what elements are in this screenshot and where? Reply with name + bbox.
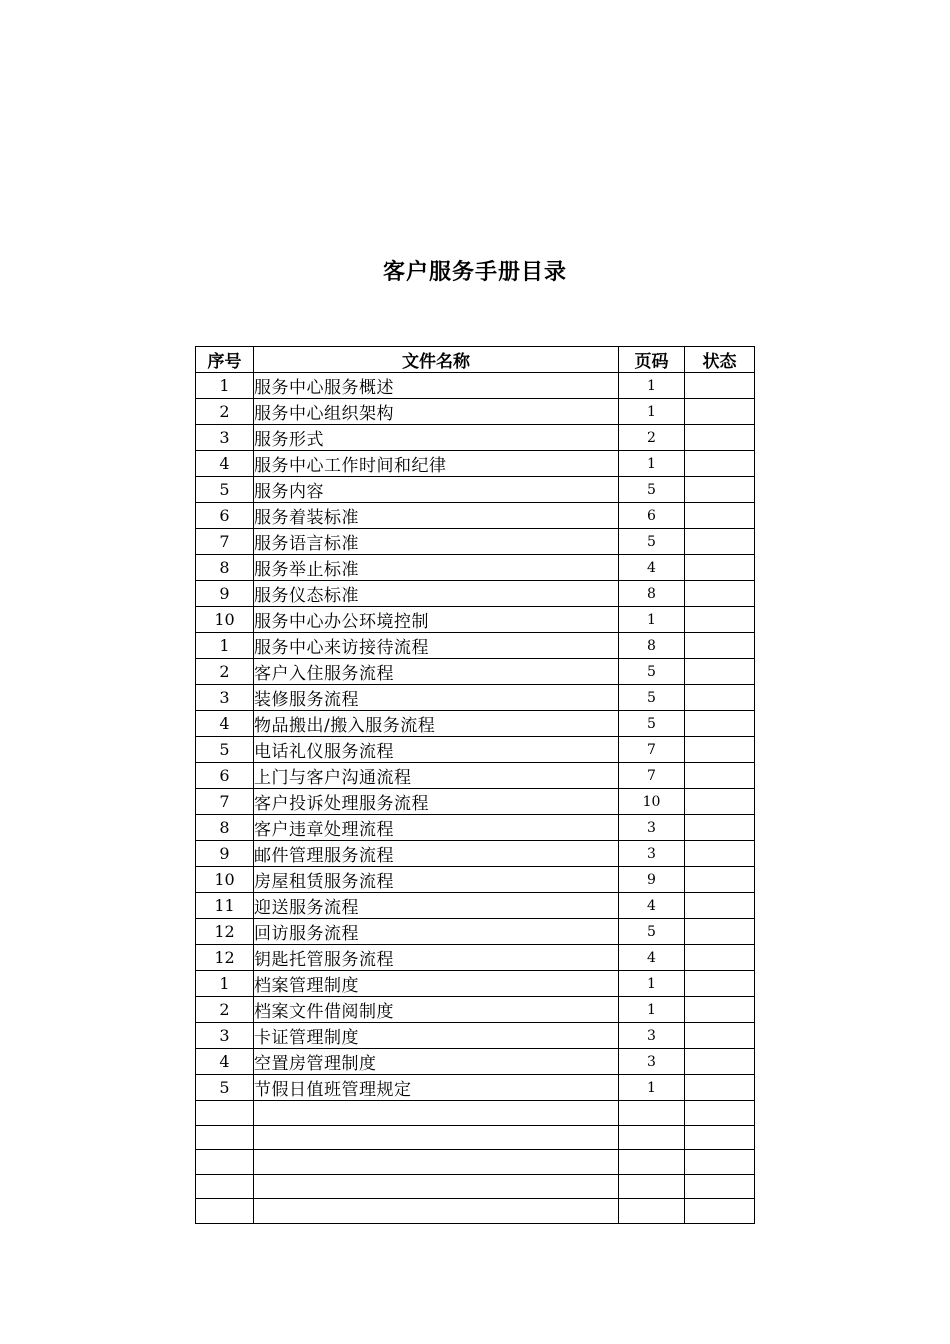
table-row — [196, 477, 755, 503]
document-name: 迎送服务流程 — [254, 893, 619, 919]
page-title: 客户服务手册目录 — [382, 260, 567, 285]
header-status: 状态 — [685, 347, 755, 373]
table-row — [196, 555, 755, 581]
status-cell — [685, 919, 755, 945]
page-count — [619, 1199, 685, 1224]
status-cell — [685, 633, 755, 659]
header-name: 文件名称 — [254, 347, 619, 373]
page-count: 3 — [619, 1023, 685, 1049]
page-count: 8 — [619, 581, 685, 607]
status-cell — [685, 425, 755, 451]
row-number: 6 — [196, 763, 254, 789]
status-cell — [685, 737, 755, 763]
document-name: 客户投诉处理服务流程 — [254, 789, 619, 815]
status-cell — [685, 373, 755, 399]
page-count: 4 — [619, 555, 685, 581]
page-count: 1 — [619, 1075, 685, 1101]
table-row — [196, 425, 755, 451]
document-name: 服务中心服务概述 — [254, 373, 619, 399]
page-count: 1 — [619, 607, 685, 633]
status-cell — [685, 893, 755, 919]
table-row — [196, 1174, 755, 1199]
status-cell — [685, 503, 755, 529]
table-row — [196, 1199, 755, 1224]
row-number: 2 — [196, 659, 254, 685]
document-name: 服务语言标准 — [254, 529, 619, 555]
status-cell — [685, 607, 755, 633]
row-number: 12 — [196, 945, 254, 971]
row-number: 7 — [196, 529, 254, 555]
document-name: 服务中心来访接待流程 — [254, 633, 619, 659]
header-no: 序号 — [196, 347, 254, 373]
status-cell — [685, 1125, 755, 1150]
table-row — [196, 711, 755, 737]
status-cell — [685, 867, 755, 893]
document-name: 邮件管理服务流程 — [254, 841, 619, 867]
status-cell — [685, 971, 755, 997]
row-number: 5 — [196, 737, 254, 763]
table-row — [196, 1049, 755, 1075]
row-number: 2 — [196, 399, 254, 425]
row-number: 5 — [196, 1075, 254, 1101]
status-cell — [685, 685, 755, 711]
document-name: 节假日值班管理规定 — [254, 1075, 619, 1101]
table-row — [196, 1075, 755, 1101]
status-cell — [685, 1101, 755, 1126]
document-name: 档案管理制度 — [254, 971, 619, 997]
status-cell — [685, 581, 755, 607]
page-count: 8 — [619, 633, 685, 659]
row-number: 5 — [196, 477, 254, 503]
row-number — [196, 1150, 254, 1175]
table-row — [196, 1023, 755, 1049]
row-number: 3 — [196, 685, 254, 711]
table-row — [196, 659, 755, 685]
page-count: 3 — [619, 841, 685, 867]
table-row — [196, 633, 755, 659]
toc-table — [195, 346, 755, 1224]
status-cell — [685, 1023, 755, 1049]
table-row — [196, 1125, 755, 1150]
page-count: 7 — [619, 763, 685, 789]
status-cell — [685, 763, 755, 789]
header-row — [196, 347, 755, 373]
page-count: 1 — [619, 971, 685, 997]
table-row — [196, 1150, 755, 1175]
status-cell — [685, 555, 755, 581]
table-row — [196, 763, 755, 789]
header-page: 页码 — [619, 347, 685, 373]
page-count: 6 — [619, 503, 685, 529]
status-cell — [685, 1174, 755, 1199]
document-name: 服务中心组织架构 — [254, 399, 619, 425]
row-number: 7 — [196, 789, 254, 815]
page-count: 2 — [619, 425, 685, 451]
row-number: 1 — [196, 373, 254, 399]
document-name: 卡证管理制度 — [254, 1023, 619, 1049]
document-name: 服务形式 — [254, 425, 619, 451]
page-count: 3 — [619, 1049, 685, 1075]
table-row — [196, 789, 755, 815]
document-name: 装修服务流程 — [254, 685, 619, 711]
page-count: 1 — [619, 451, 685, 477]
table-row — [196, 867, 755, 893]
row-number — [196, 1199, 254, 1224]
row-number: 10 — [196, 607, 254, 633]
page-count: 4 — [619, 893, 685, 919]
document-name — [254, 1174, 619, 1199]
row-number: 9 — [196, 581, 254, 607]
table-row — [196, 1101, 755, 1126]
document-name: 客户违章处理流程 — [254, 815, 619, 841]
page-count — [619, 1101, 685, 1126]
page-count: 10 — [619, 789, 685, 815]
status-cell — [685, 451, 755, 477]
table-row — [196, 529, 755, 555]
document-name — [254, 1199, 619, 1224]
document-name: 回访服务流程 — [254, 919, 619, 945]
page-count: 5 — [619, 685, 685, 711]
table-row — [196, 841, 755, 867]
page-count: 1 — [619, 399, 685, 425]
row-number — [196, 1101, 254, 1126]
row-number: 9 — [196, 841, 254, 867]
document-name — [254, 1125, 619, 1150]
document-name: 上门与客户沟通流程 — [254, 763, 619, 789]
page-count: 5 — [619, 529, 685, 555]
status-cell — [685, 399, 755, 425]
row-number: 1 — [196, 633, 254, 659]
table-row — [196, 451, 755, 477]
status-cell — [685, 1199, 755, 1224]
status-cell — [685, 711, 755, 737]
document-name — [254, 1101, 619, 1126]
page-count: 9 — [619, 867, 685, 893]
document-name: 档案文件借阅制度 — [254, 997, 619, 1023]
row-number: 8 — [196, 555, 254, 581]
document-name — [254, 1150, 619, 1175]
table-row — [196, 919, 755, 945]
row-number: 2 — [196, 997, 254, 1023]
table-row — [196, 373, 755, 399]
table-row — [196, 815, 755, 841]
table-row — [196, 971, 755, 997]
row-number: 8 — [196, 815, 254, 841]
page-count: 5 — [619, 711, 685, 737]
row-number: 3 — [196, 1023, 254, 1049]
status-cell — [685, 477, 755, 503]
table-row — [196, 893, 755, 919]
document-name: 房屋租赁服务流程 — [254, 867, 619, 893]
status-cell — [685, 1150, 755, 1175]
status-cell — [685, 659, 755, 685]
document-name: 服务中心办公环境控制 — [254, 607, 619, 633]
document-name: 服务仪态标准 — [254, 581, 619, 607]
document-name: 空置房管理制度 — [254, 1049, 619, 1075]
page-count: 1 — [619, 373, 685, 399]
status-cell — [685, 529, 755, 555]
table-row — [196, 685, 755, 711]
document-name: 客户入住服务流程 — [254, 659, 619, 685]
row-number: 10 — [196, 867, 254, 893]
status-cell — [685, 841, 755, 867]
document-name: 服务内容 — [254, 477, 619, 503]
row-number: 4 — [196, 451, 254, 477]
page-count: 1 — [619, 997, 685, 1023]
row-number: 4 — [196, 1049, 254, 1075]
row-number: 3 — [196, 425, 254, 451]
toc-body — [196, 373, 755, 1224]
status-cell — [685, 789, 755, 815]
page-count — [619, 1174, 685, 1199]
table-row — [196, 581, 755, 607]
row-number: 11 — [196, 893, 254, 919]
row-number: 1 — [196, 971, 254, 997]
status-cell — [685, 1075, 755, 1101]
document-name: 服务中心工作时间和纪律 — [254, 451, 619, 477]
status-cell — [685, 1049, 755, 1075]
page-count — [619, 1150, 685, 1175]
row-number — [196, 1125, 254, 1150]
document-name: 服务举止标准 — [254, 555, 619, 581]
document-name: 物品搬出/搬入服务流程 — [254, 711, 619, 737]
table-row — [196, 737, 755, 763]
status-cell — [685, 997, 755, 1023]
table-row — [196, 503, 755, 529]
table-row — [196, 945, 755, 971]
page-count: 5 — [619, 919, 685, 945]
page-count: 5 — [619, 477, 685, 503]
document-name: 钥匙托管服务流程 — [254, 945, 619, 971]
toc-header — [196, 347, 755, 373]
table-row — [196, 607, 755, 633]
row-number: 12 — [196, 919, 254, 945]
document-name: 服务着装标准 — [254, 503, 619, 529]
page-count: 7 — [619, 737, 685, 763]
row-number: 4 — [196, 711, 254, 737]
page-count — [619, 1125, 685, 1150]
table-row — [196, 399, 755, 425]
document-name: 电话礼仪服务流程 — [254, 737, 619, 763]
status-cell — [685, 815, 755, 841]
table-row — [196, 997, 755, 1023]
status-cell — [685, 945, 755, 971]
row-number: 6 — [196, 503, 254, 529]
row-number — [196, 1174, 254, 1199]
page-count: 3 — [619, 815, 685, 841]
page-count: 4 — [619, 945, 685, 971]
page-count: 5 — [619, 659, 685, 685]
